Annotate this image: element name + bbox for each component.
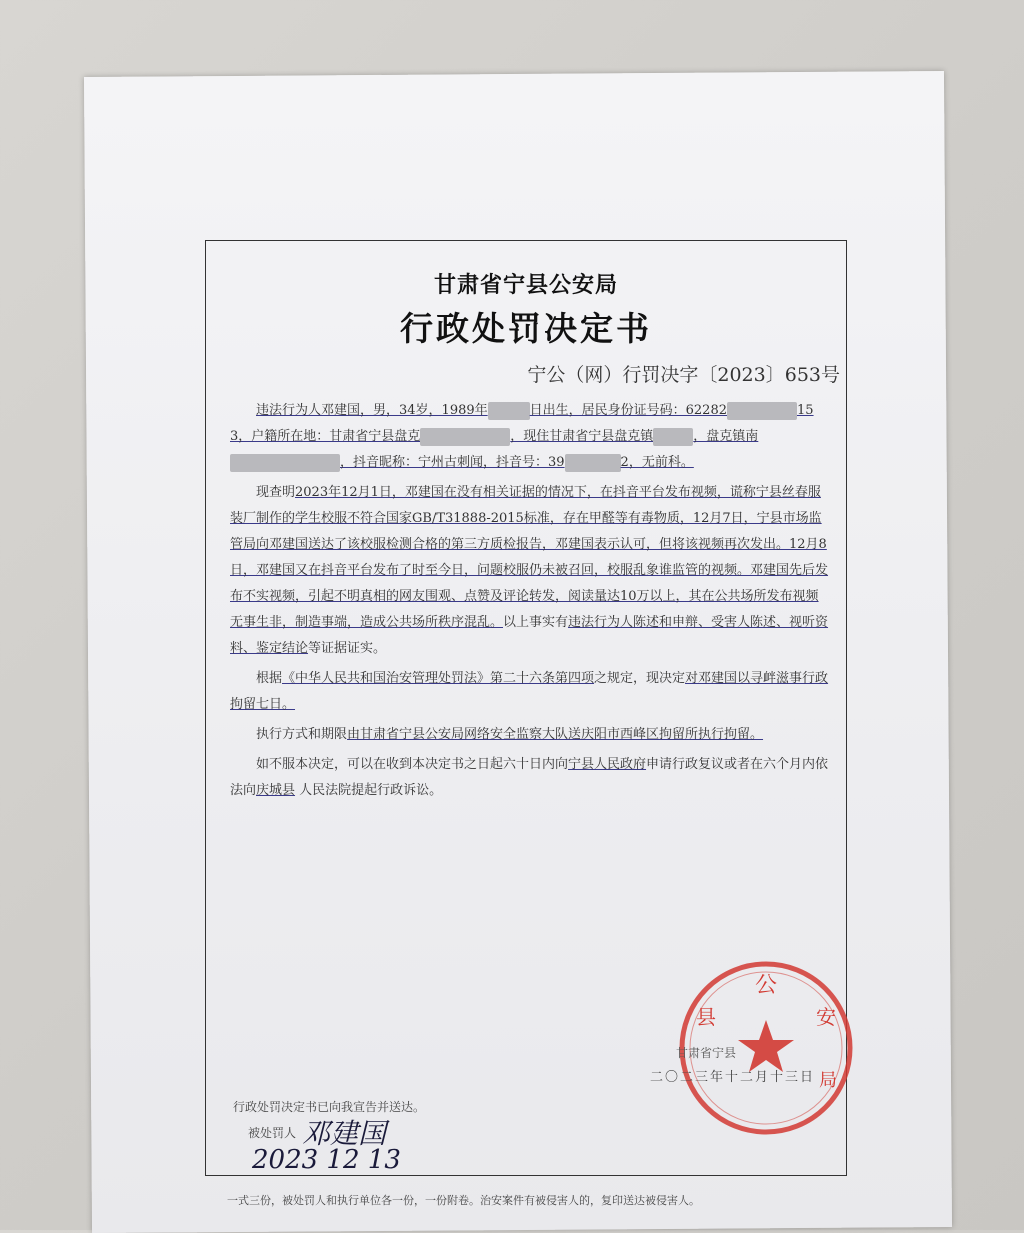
- seal-char-left: 县: [696, 1005, 716, 1029]
- evidence-text: 违法行为人陈述和申辩、受害人陈述、视听资料、鉴定结论: [230, 615, 829, 656]
- offender-info-text: ，抖音昵称：宁州古刺闻，抖音号：39: [340, 455, 565, 470]
- receipt-statement: 行政处罚决定书已向我宣告并送达。: [233, 1100, 426, 1114]
- offender-info-text: ，盘克镇南: [693, 429, 759, 444]
- redaction-block: [488, 402, 530, 420]
- redaction-block: [230, 454, 340, 472]
- execution-text: 由甘肃省宁县公安局网络安全监察大队送庆阳市西峰区拘留所执行拘留。: [347, 727, 764, 742]
- appeal-paragraph: [230, 752, 830, 804]
- legal-basis-lead: 根据: [256, 671, 283, 686]
- appeal-government: 宁县人民政府: [568, 757, 647, 772]
- offender-info-text: 2，无前科。: [620, 455, 694, 470]
- redaction-block: [420, 428, 510, 446]
- document-title: 行政处罚决定书: [400, 309, 652, 348]
- redaction-block: [727, 402, 797, 420]
- seal-star: [738, 1020, 794, 1072]
- signature-label: 被处罚人: [248, 1126, 297, 1140]
- offender-info-text: 违法行为人邓建国，男，34岁，1989年: [256, 403, 488, 418]
- document-number: 宁公（网）行罚决字〔2023〕653号: [527, 364, 840, 386]
- issuer-name: 甘肃省宁县: [676, 1046, 737, 1060]
- appeal-text-2: 申请行政复议或者在六个月内依法向: [230, 757, 829, 798]
- offender-info-paragraph: [230, 398, 830, 476]
- facts-paragraph: [230, 480, 830, 662]
- penalty-text: 对邓建国以寻衅滋事行政拘留七日。: [230, 671, 829, 712]
- seal-char-bottom-right: 局: [819, 1070, 837, 1091]
- offender-info-text: 日出生，居民身份证号码：62282: [529, 403, 727, 418]
- distribution-footnote: 一式三份，被处罚人和执行单位各一份，一份附卷。治安案件有被侵害人的，复印送达被侵害人。: [227, 1194, 700, 1207]
- evidence-tail: 等证据证实。: [308, 641, 387, 656]
- redaction-block: [653, 428, 693, 446]
- execution-paragraph: [230, 722, 830, 748]
- legal-basis-law: 《中华人民共和国治安管理处罚法》第二十六条第四项: [282, 671, 595, 686]
- facts-lead: 现查明: [256, 485, 296, 500]
- legal-basis-mid: 之规定，现决定: [594, 671, 686, 686]
- appeal-text-3: 人民法院提起行政诉讼。: [295, 783, 443, 798]
- decision-body: [230, 398, 830, 808]
- issue-date: 二〇二三年十二月十三日: [650, 1070, 816, 1085]
- appeal-court: 庆城县: [256, 783, 296, 798]
- handwritten-signature: 邓建国: [302, 1117, 387, 1150]
- handwritten-sign-date: 2023 12 13: [252, 1145, 401, 1175]
- facts-text: 2023年12月1日，邓建国在没有相关证据的情况下，在抖音平台发布视频，谎称宁县丝春服装厂制作的学生校服不符合国家GB/T31888-2015标准，存在甲醛等有毒物质，12月7日，宁县市场监管局向邓建国送达了该校服检测合格的第三方质检报告，邓建国表示认可，但将该视频再次发出。12月8日，邓建国又在抖音平台发布了时至今日，问题校服仍未被召回，校服乱象谁监管的视频。邓建国先后发布不实视频，引起不明真相的网友围观、点赞及评论转发，阅读量达10万以上，其在公共场所发布视频无事生非，制造事端，造成公共场所秩序混乱。: [230, 485, 829, 630]
- offender-info-text: 153，户籍所在地：甘肃省宁县盘克: [230, 403, 814, 444]
- issuing-agency: 甘肃省宁县公安局: [433, 272, 618, 298]
- legal-basis-paragraph: [230, 666, 830, 718]
- appeal-text: 如不服本决定，可以在收到本决定书之日起六十日内向: [256, 757, 569, 772]
- execution-lead: 执行方式和期限: [256, 727, 348, 742]
- redaction-block: [565, 454, 621, 472]
- offender-info-text: ，现住甘肃省宁县盘克镇: [510, 429, 654, 444]
- seal-char-top: 公: [754, 973, 778, 998]
- evidence-lead: 以上事实有: [503, 615, 569, 630]
- seal-char-right: 安: [816, 1005, 836, 1029]
